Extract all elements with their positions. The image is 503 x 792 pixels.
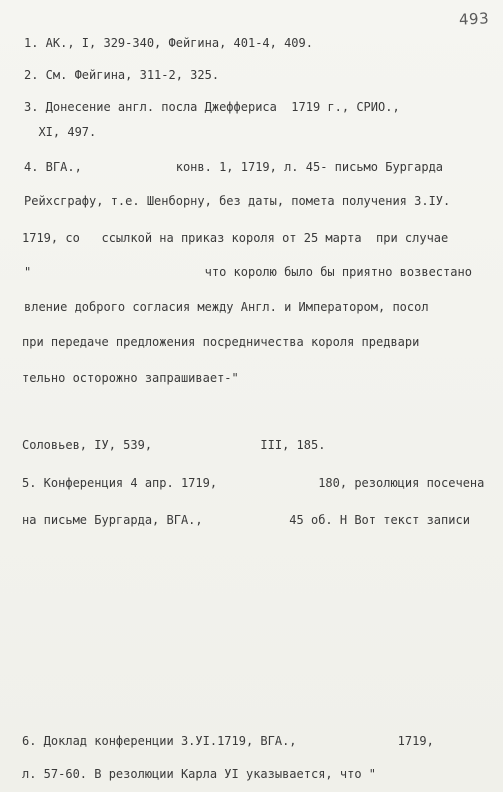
text-line: XI, 497. — [24, 125, 97, 139]
text-line: 1719, со ссылкой на приказ короля от 25 марта при случае — [22, 231, 449, 245]
text-line: 4. ВГА., конв. 1, 1719, л. 45- письмо Бургарда — [24, 160, 444, 174]
text-line: " что королю было бы приятно возвестано — [24, 265, 472, 279]
text-line: л. 57-60. В резолюции Карла УI указывается, что " — [22, 767, 377, 781]
text-line: вление доброго согласия между Англ. и Императором, посол — [24, 300, 429, 314]
text-line: на письме Бургарда, ВГА., 45 об. Н Вот текст записи — [22, 513, 470, 527]
page-number: 493 — [458, 9, 490, 29]
text-line: 1. АК., I, 329-340, Фейгина, 401-4, 409. — [24, 36, 313, 50]
text-line: Рейхсграфу, т.е. Шенборну, без даты, помета получения 3.IУ. — [24, 194, 451, 208]
text-line: при передаче предложения посредничества короля предвари — [22, 335, 420, 349]
text-line: 6. Доклад конференции 3.УI.1719, ВГА., 1719, — [22, 734, 434, 748]
text-line: тельно осторожно запрашивает-" — [22, 371, 239, 385]
text-line: 2. См. Фейгина, 311-2, 325. — [24, 68, 220, 82]
text-line: 5. Конференция 4 апр. 1719, 180, резолюция посечена — [22, 476, 485, 490]
text-line: 3. Донесение англ. посла Джеффериса 1719 г., СРИО., — [24, 100, 400, 114]
text-line: Соловьев, IУ, 539, III, 185. — [22, 438, 326, 452]
